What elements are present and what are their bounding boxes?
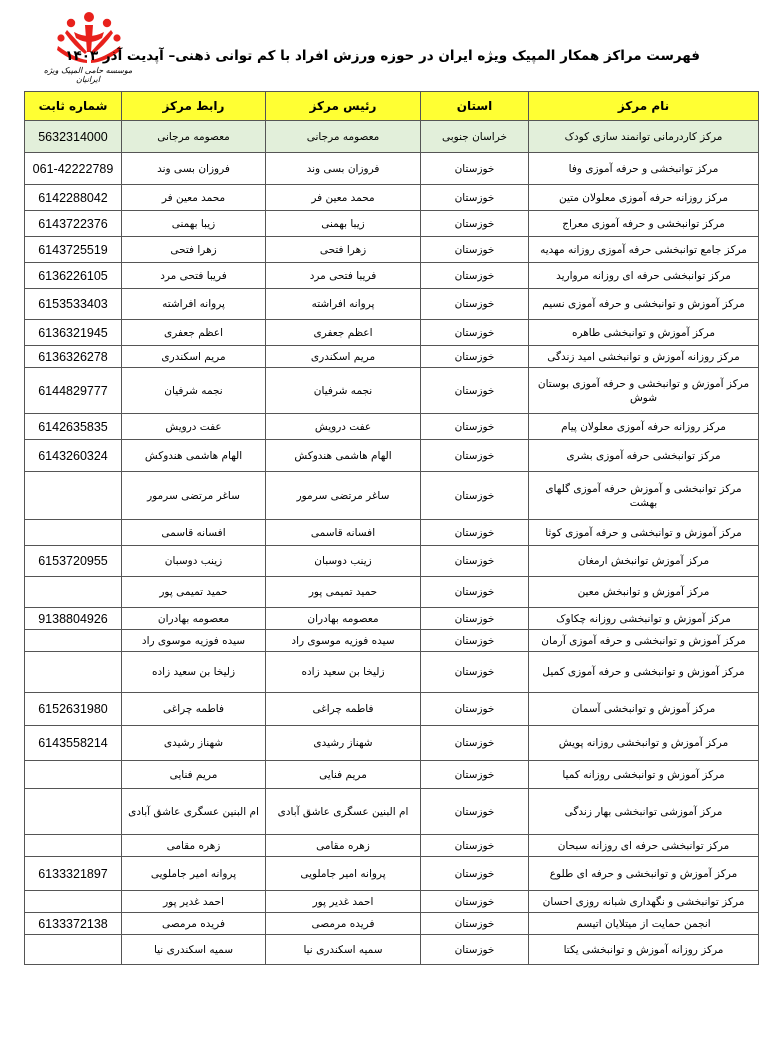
header-province: استان <box>421 92 529 121</box>
cell-center-liaison: معصومه بهادران <box>122 608 266 630</box>
cell-center-liaison: نجمه شرفیان <box>122 368 266 414</box>
cell-phone: 6143722376 <box>25 211 122 237</box>
cell-province: خوزستان <box>421 211 529 237</box>
cell-province: خوزستان <box>421 520 529 546</box>
cell-center-liaison: اعظم جعفری <box>122 320 266 346</box>
cell-center-name: مرکز آموزش و توانبخش معین <box>529 577 759 608</box>
table-header-row <box>25 92 759 121</box>
cell-center-name: انجمن حمایت از میتلایان اتیسم <box>529 913 759 935</box>
table-row <box>25 414 759 440</box>
cell-center-liaison: مریم اسکندری <box>122 346 266 368</box>
cell-center-liaison: مریم فنایی <box>122 761 266 789</box>
cell-center-head: الهام هاشمی هندوکش <box>266 440 421 472</box>
cell-center-head: معصومه بهادران <box>266 608 421 630</box>
cell-center-head: احمد غدیر پور <box>266 891 421 913</box>
cell-center-head: عفت درویش <box>266 414 421 440</box>
cell-center-name: مرکز آموزش توانبخش ارمغان <box>529 546 759 577</box>
cell-center-head: حمید تمیمی پور <box>266 577 421 608</box>
cell-center-liaison: ام البنین عسگری عاشق آبادی <box>122 789 266 835</box>
cell-center-head: معصومه مرجانی <box>266 121 421 153</box>
table-row <box>25 891 759 913</box>
cell-province: خوزستان <box>421 414 529 440</box>
header-center-liaison: رابط مرکز <box>122 92 266 121</box>
cell-phone: 6142288042 <box>25 185 122 211</box>
cell-phone: 6143558214 <box>25 726 122 761</box>
cell-province: خوزستان <box>421 693 529 726</box>
cell-phone: 6144829777 <box>25 368 122 414</box>
cell-phone: 6142635835 <box>25 414 122 440</box>
cell-phone: 9138804926 <box>25 608 122 630</box>
cell-phone <box>25 520 122 546</box>
cell-phone: 6143725519 <box>25 237 122 263</box>
cell-center-liaison: افسانه قاسمی <box>122 520 266 546</box>
cell-center-name: مرکز توانبخشی حرفه ای روزانه سبحان <box>529 835 759 857</box>
cell-center-liaison: فاطمه چراغی <box>122 693 266 726</box>
cell-center-name: مرکز آموزش و توانبخشی و حرفه آموزی بوستان شوش <box>529 368 759 414</box>
cell-center-name: مرکز روزانه حرفه آموزی معلولان متین <box>529 185 759 211</box>
table-row <box>25 630 759 652</box>
cell-phone <box>25 891 122 913</box>
table-row <box>25 913 759 935</box>
table-row <box>25 857 759 891</box>
cell-center-name: مرکز آموزش و توانبخشی روزانه چکاوک <box>529 608 759 630</box>
cell-center-liaison: فروزان بسی وند <box>122 153 266 185</box>
cell-province: خوزستان <box>421 346 529 368</box>
cell-center-name: مرکز آموزش و توانبخشی و حرفه آموزی آرمان <box>529 630 759 652</box>
cell-phone: 6136321945 <box>25 320 122 346</box>
cell-province: خوزستان <box>421 630 529 652</box>
table-row <box>25 346 759 368</box>
cell-center-name: مرکز توانبخشی و حرفه آموزی معراج <box>529 211 759 237</box>
cell-phone <box>25 652 122 693</box>
cell-province: خوزستان <box>421 891 529 913</box>
cell-center-liaison: احمد غدیر پور <box>122 891 266 913</box>
cell-center-name: مرکز توانبخشی و حرفه آموزی وفا <box>529 153 759 185</box>
cell-center-name: مرکز آموزش و توانبخشی و حرفه آموزی کوثا <box>529 520 759 546</box>
cell-center-name: مرکز آموزش و توانبخشی آسمان <box>529 693 759 726</box>
cell-center-name: مرکز آموزش و توانبخشی روزانه کمیا <box>529 761 759 789</box>
table-row <box>25 577 759 608</box>
cell-province: خوزستان <box>421 185 529 211</box>
table-row <box>25 320 759 346</box>
cell-center-head: شهناز رشیدی <box>266 726 421 761</box>
cell-center-head: فریده مرمصی <box>266 913 421 935</box>
cell-center-name: مرکز آموزش و توانبخشی و حرفه ای طلوع <box>529 857 759 891</box>
cell-center-head: فریبا فتحی مرد <box>266 263 421 289</box>
table-row <box>25 761 759 789</box>
cell-center-head: سمیه اسکندری نیا <box>266 935 421 965</box>
cell-center-name: مرکز کاردرمانی توانمند سازی کودک <box>529 121 759 153</box>
table-row <box>25 935 759 965</box>
cell-center-head: ام البنین عسگری عاشق آبادی <box>266 789 421 835</box>
cell-center-head: سیده فوزیه موسوی راد <box>266 630 421 652</box>
cell-center-head: ساغر مرتضی سرمور <box>266 472 421 520</box>
cell-center-liaison: حمید تمیمی پور <box>122 577 266 608</box>
cell-center-head: زیبا بهمنی <box>266 211 421 237</box>
table-row <box>25 237 759 263</box>
cell-center-head: مریم اسکندری <box>266 346 421 368</box>
cell-province: خوزستان <box>421 577 529 608</box>
cell-center-name: مرکز آموزشی توانبخشی بهار زندگی <box>529 789 759 835</box>
table-row <box>25 546 759 577</box>
cell-province: خوزستان <box>421 263 529 289</box>
table-row <box>25 153 759 185</box>
table-row <box>25 693 759 726</box>
cell-province: خوزستان <box>421 913 529 935</box>
cell-center-liaison: فریبا فتحی مرد <box>122 263 266 289</box>
cell-province: خوزستان <box>421 440 529 472</box>
table-row <box>25 789 759 835</box>
cell-center-name: مرکز آموزش و توانبخشی و حرفه آموزی نسیم <box>529 289 759 320</box>
cell-center-liaison: شهناز رشیدی <box>122 726 266 761</box>
cell-center-liaison: پروانه امیر جاملویی <box>122 857 266 891</box>
table-row <box>25 520 759 546</box>
cell-center-head: فروزان بسی وند <box>266 153 421 185</box>
cell-center-liaison: زلیخا بن سعید زاده <box>122 652 266 693</box>
cell-province: خوزستان <box>421 835 529 857</box>
cell-center-name: مرکز روزانه آموزش و توانبخشی امید زندگی <box>529 346 759 368</box>
cell-phone: 6136226105 <box>25 263 122 289</box>
table-row <box>25 472 759 520</box>
cell-center-head: پروانه افراشته <box>266 289 421 320</box>
table-row <box>25 726 759 761</box>
cell-center-head: اعظم جعفری <box>266 320 421 346</box>
cell-center-liaison: زهره مقامی <box>122 835 266 857</box>
cell-center-head: فاطمه چراغی <box>266 693 421 726</box>
cell-province: خوزستان <box>421 472 529 520</box>
cell-center-head: محمد معین فر <box>266 185 421 211</box>
cell-province: خوزستان <box>421 608 529 630</box>
cell-center-head: زهره مقامی <box>266 835 421 857</box>
cell-province: خوزستان <box>421 789 529 835</box>
cell-province: خوزستان <box>421 935 529 965</box>
table-row <box>25 263 759 289</box>
cell-center-head: نجمه شرفیان <box>266 368 421 414</box>
cell-center-liaison: محمد معین فر <box>122 185 266 211</box>
cell-center-liaison: الهام هاشمی هندوکش <box>122 440 266 472</box>
table-row <box>25 121 759 153</box>
cell-center-head: پروانه امیر جاملویی <box>266 857 421 891</box>
cell-center-name: مرکز توانبخشی و آموزش حرفه آموزی گلهای بهشت <box>529 472 759 520</box>
table-row <box>25 185 759 211</box>
cell-center-liaison: ساغر مرتضی سرمور <box>122 472 266 520</box>
cell-phone: 6133321897 <box>25 857 122 891</box>
table-row <box>25 289 759 320</box>
table-row <box>25 835 759 857</box>
cell-province: خوزستان <box>421 652 529 693</box>
cell-center-name: مرکز روزانه حرفه آموزی معلولان پیام <box>529 414 759 440</box>
cell-center-liaison: سیده فوزیه موسوی راد <box>122 630 266 652</box>
cell-phone <box>25 472 122 520</box>
page-title: فهرست مراکز همکار المپیک ویژه ایران در حوزه ورزش افراد با کم توانی ذهنی– آپدیت آذر ۱۴۰۳ <box>65 48 700 64</box>
cell-center-liaison: زیبا بهمنی <box>122 211 266 237</box>
cell-phone: 5632314000 <box>25 121 122 153</box>
cell-phone: 6143260324 <box>25 440 122 472</box>
cell-center-liaison: زینب دوسبان <box>122 546 266 577</box>
table-row <box>25 652 759 693</box>
cell-phone: 6153533403 <box>25 289 122 320</box>
cell-center-liaison: معصومه مرجانی <box>122 121 266 153</box>
cell-phone: 061-42222789 <box>25 153 122 185</box>
cell-province: خوزستان <box>421 726 529 761</box>
cell-center-name: مرکز توانبخشی حرفه ای روزانه مروارید <box>529 263 759 289</box>
header-center-name: نام مرکز <box>529 92 759 121</box>
cell-center-name: مرکز آموزش و توانبخشی روزانه پویش <box>529 726 759 761</box>
cell-province: خوزستان <box>421 289 529 320</box>
cell-province: خوزستان <box>421 857 529 891</box>
cell-phone: 6153720955 <box>25 546 122 577</box>
table-row <box>25 368 759 414</box>
cell-center-head: افسانه قاسمی <box>266 520 421 546</box>
logo-caption: موسسه حامی المپیک ویژه ایرانیان <box>43 66 133 84</box>
cell-province: خوزستان <box>421 320 529 346</box>
cell-phone <box>25 835 122 857</box>
cell-center-liaison: فریده مرمصی <box>122 913 266 935</box>
cell-province: خوزستان <box>421 153 529 185</box>
table-row <box>25 440 759 472</box>
header-phone: شماره ثابت <box>25 92 122 121</box>
cell-center-name: مرکز جامع توانبخشی حرفه آموزی روزانه مهدیه <box>529 237 759 263</box>
cell-province: خوزستان <box>421 546 529 577</box>
table-row <box>25 211 759 237</box>
cell-center-name: مرکز آموزش و توانبخشی و حرفه آموزی کمیل <box>529 652 759 693</box>
cell-center-head: زینب دوسبان <box>266 546 421 577</box>
cell-phone <box>25 935 122 965</box>
cell-province: خوزستان <box>421 761 529 789</box>
cell-phone <box>25 789 122 835</box>
cell-center-name: مرکز روزانه آموزش و توانبخشی یکتا <box>529 935 759 965</box>
cell-phone: 6133372138 <box>25 913 122 935</box>
cell-province: خوزستان <box>421 237 529 263</box>
cell-center-head: زهرا فتحی <box>266 237 421 263</box>
cell-province: خراسان جنوبی <box>421 121 529 153</box>
centers-table <box>24 91 759 965</box>
cell-phone <box>25 577 122 608</box>
cell-phone <box>25 630 122 652</box>
cell-center-name: مرکز آموزش و توانبخشی طاهره <box>529 320 759 346</box>
cell-phone: 6136326278 <box>25 346 122 368</box>
table-row <box>25 608 759 630</box>
cell-center-head: مریم فنایی <box>266 761 421 789</box>
cell-center-liaison: سمیه اسکندری نیا <box>122 935 266 965</box>
cell-center-name: مرکز توانبخشی حرفه آموزی بشری <box>529 440 759 472</box>
header-center-head: رئیس مرکز <box>266 92 421 121</box>
cell-phone: 6152631980 <box>25 693 122 726</box>
cell-province: خوزستان <box>421 368 529 414</box>
cell-center-liaison: پروانه افراشته <box>122 289 266 320</box>
cell-phone <box>25 761 122 789</box>
cell-center-head: زلیخا بن سعید زاده <box>266 652 421 693</box>
cell-center-liaison: عفت درویش <box>122 414 266 440</box>
cell-center-liaison: زهرا فتحی <box>122 237 266 263</box>
cell-center-name: مرکز توانبخشی و نگهداری شبانه روزی احسان <box>529 891 759 913</box>
